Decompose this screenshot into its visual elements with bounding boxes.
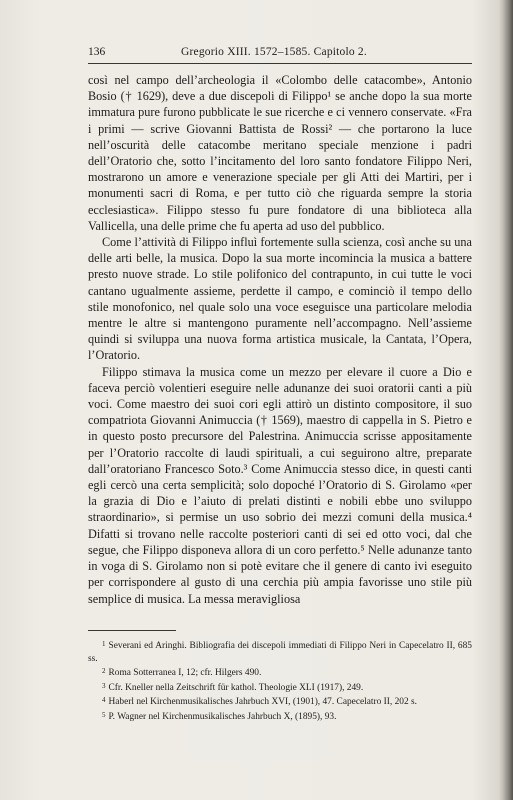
page-header — [88, 46, 460, 60]
paragraph: così nel campo dell’archeologia il «Colombo delle catacombe», Antonio Bosio († 1629), deve a due discepoli di Filippo¹ se anche dopo la sua morte immatura pure furono pubblicate le sue ricerche e ci vennero conservate. «Fra i primi — scrive Giovanni Battista de Rossi² — che portarono la luce nell’oscurità delle catacombe meritano speciale menzione i padri dell’Oratorio che, sotto l’incitamento del loro santo fondatore Filippo Neri, mostrarono un amore e venerazione speciale per gli Atti dei Martiri, per i monumenti sacri di Roma, e per tutto ciò che riguarda sempre la storia ecclesiastica». Filippo stesso fu pure fondatore di una biblioteca alla Vallicella, una delle prime che fu aperta ad uso del pubblico. — [88, 73, 472, 233]
paragraph: Come l’attività di Filippo influì fortemente sulla scienza, così anche su una delle arti belle, la musica. Dopo la sua morte incomincia la musica a battere presto nuove strade. Lo stile polifonico del contrapunto, in cui tutte le voci cantano ugualmente assieme, perdette il campo, e cominciò il tempo dello stile monofonico, nel quale solo una voce eseguisce una particolare melodia mentre le altre si mantengono puramente nell’accompagno. Nell’assieme quindi si sviluppa una nuova forma artistica musicale, la Cantata, l’Opera, l’Oratorio. — [88, 235, 472, 363]
footnote-text: P. Wagner nel Kirchenmusikalisches Jahrbuch X, (1895), 93. — [108, 711, 337, 722]
footnote — [88, 694, 472, 709]
page-number: 136 — [88, 46, 106, 58]
footnote — [88, 638, 472, 665]
footnote-rule — [88, 630, 176, 631]
footnote-number: 3 — [102, 681, 106, 690]
footnote-number: 2 — [102, 667, 106, 676]
footnote-text: Haberl nel Kirchenmusikalisches Jahrbuch XVI, (1901), 47. Capecelatro II, 202 s. — [108, 697, 418, 708]
footnote — [88, 709, 472, 724]
footnote — [88, 680, 472, 695]
footnote-text: Cfr. Kneller nella Zeitschrift für kathol. Theologie XLI (1917), 249. — [108, 682, 364, 693]
paragraph: Filippo stimava la musica come un mezzo per elevare il cuore a Dio e faceva perciò volentieri eseguire nelle adunanze dei suoi oratorii canti a più voci. Come maestro dei suoi cori egli attirò un distinto compositore, il suo compatriota Giovanni Animuccia († 1569), maestro di cappella in S. Pietro e in questo posto precursore del Palestrina. Animuccia scrisse appositamente per l’Oratorio raccolte di laudi spirituali, a cui seguirono altre, preparate dall’oratoriano Francesco Soto.³ Come Animuccia stesso dice, in questi canti egli cercò una certa semplicità; solo dopoché l’Oratorio di S. Girolamo «per la grazia di Dio e l’aiuto di prelati distinti e nobili ebbe uno sviluppo straordinario», si permise un uso sobrio dei mezzi comuni della musica.⁴ Difatti si trovano nelle raccolte posteriori canti di sei ed otto voci, dal che segue, che Filippo disponeva allora di un coro perfetto.⁵ Nelle adunanze tanto in voga di S. Girolamo non si potè evitare che il genere di canto ivi eseguito per corrispondere al gusto di una cerchia più ampia favorisse uno stile più semplice di musica. La messa meravigliosa — [88, 364, 472, 606]
running-title: Gregorio XIII. 1572–1585. Capitolo 2. — [181, 46, 367, 58]
body-text — [88, 72, 472, 607]
footnote-number: 1 — [102, 640, 106, 648]
footnote-number: 4 — [102, 696, 106, 705]
footnote-text: Roma Sotterranea I, 12; cfr. Hilgers 490. — [108, 668, 262, 679]
spine-shadow — [499, 0, 513, 800]
footnote — [88, 665, 472, 680]
footnotes — [88, 638, 472, 724]
footnote-text: Severani ed Aringhi. Bibliografia dei discepoli immediati di Filippo Neri in Capecelatro II, 685 ss. — [88, 641, 472, 664]
header-rule — [88, 63, 472, 64]
footnote-number: 5 — [102, 710, 106, 719]
